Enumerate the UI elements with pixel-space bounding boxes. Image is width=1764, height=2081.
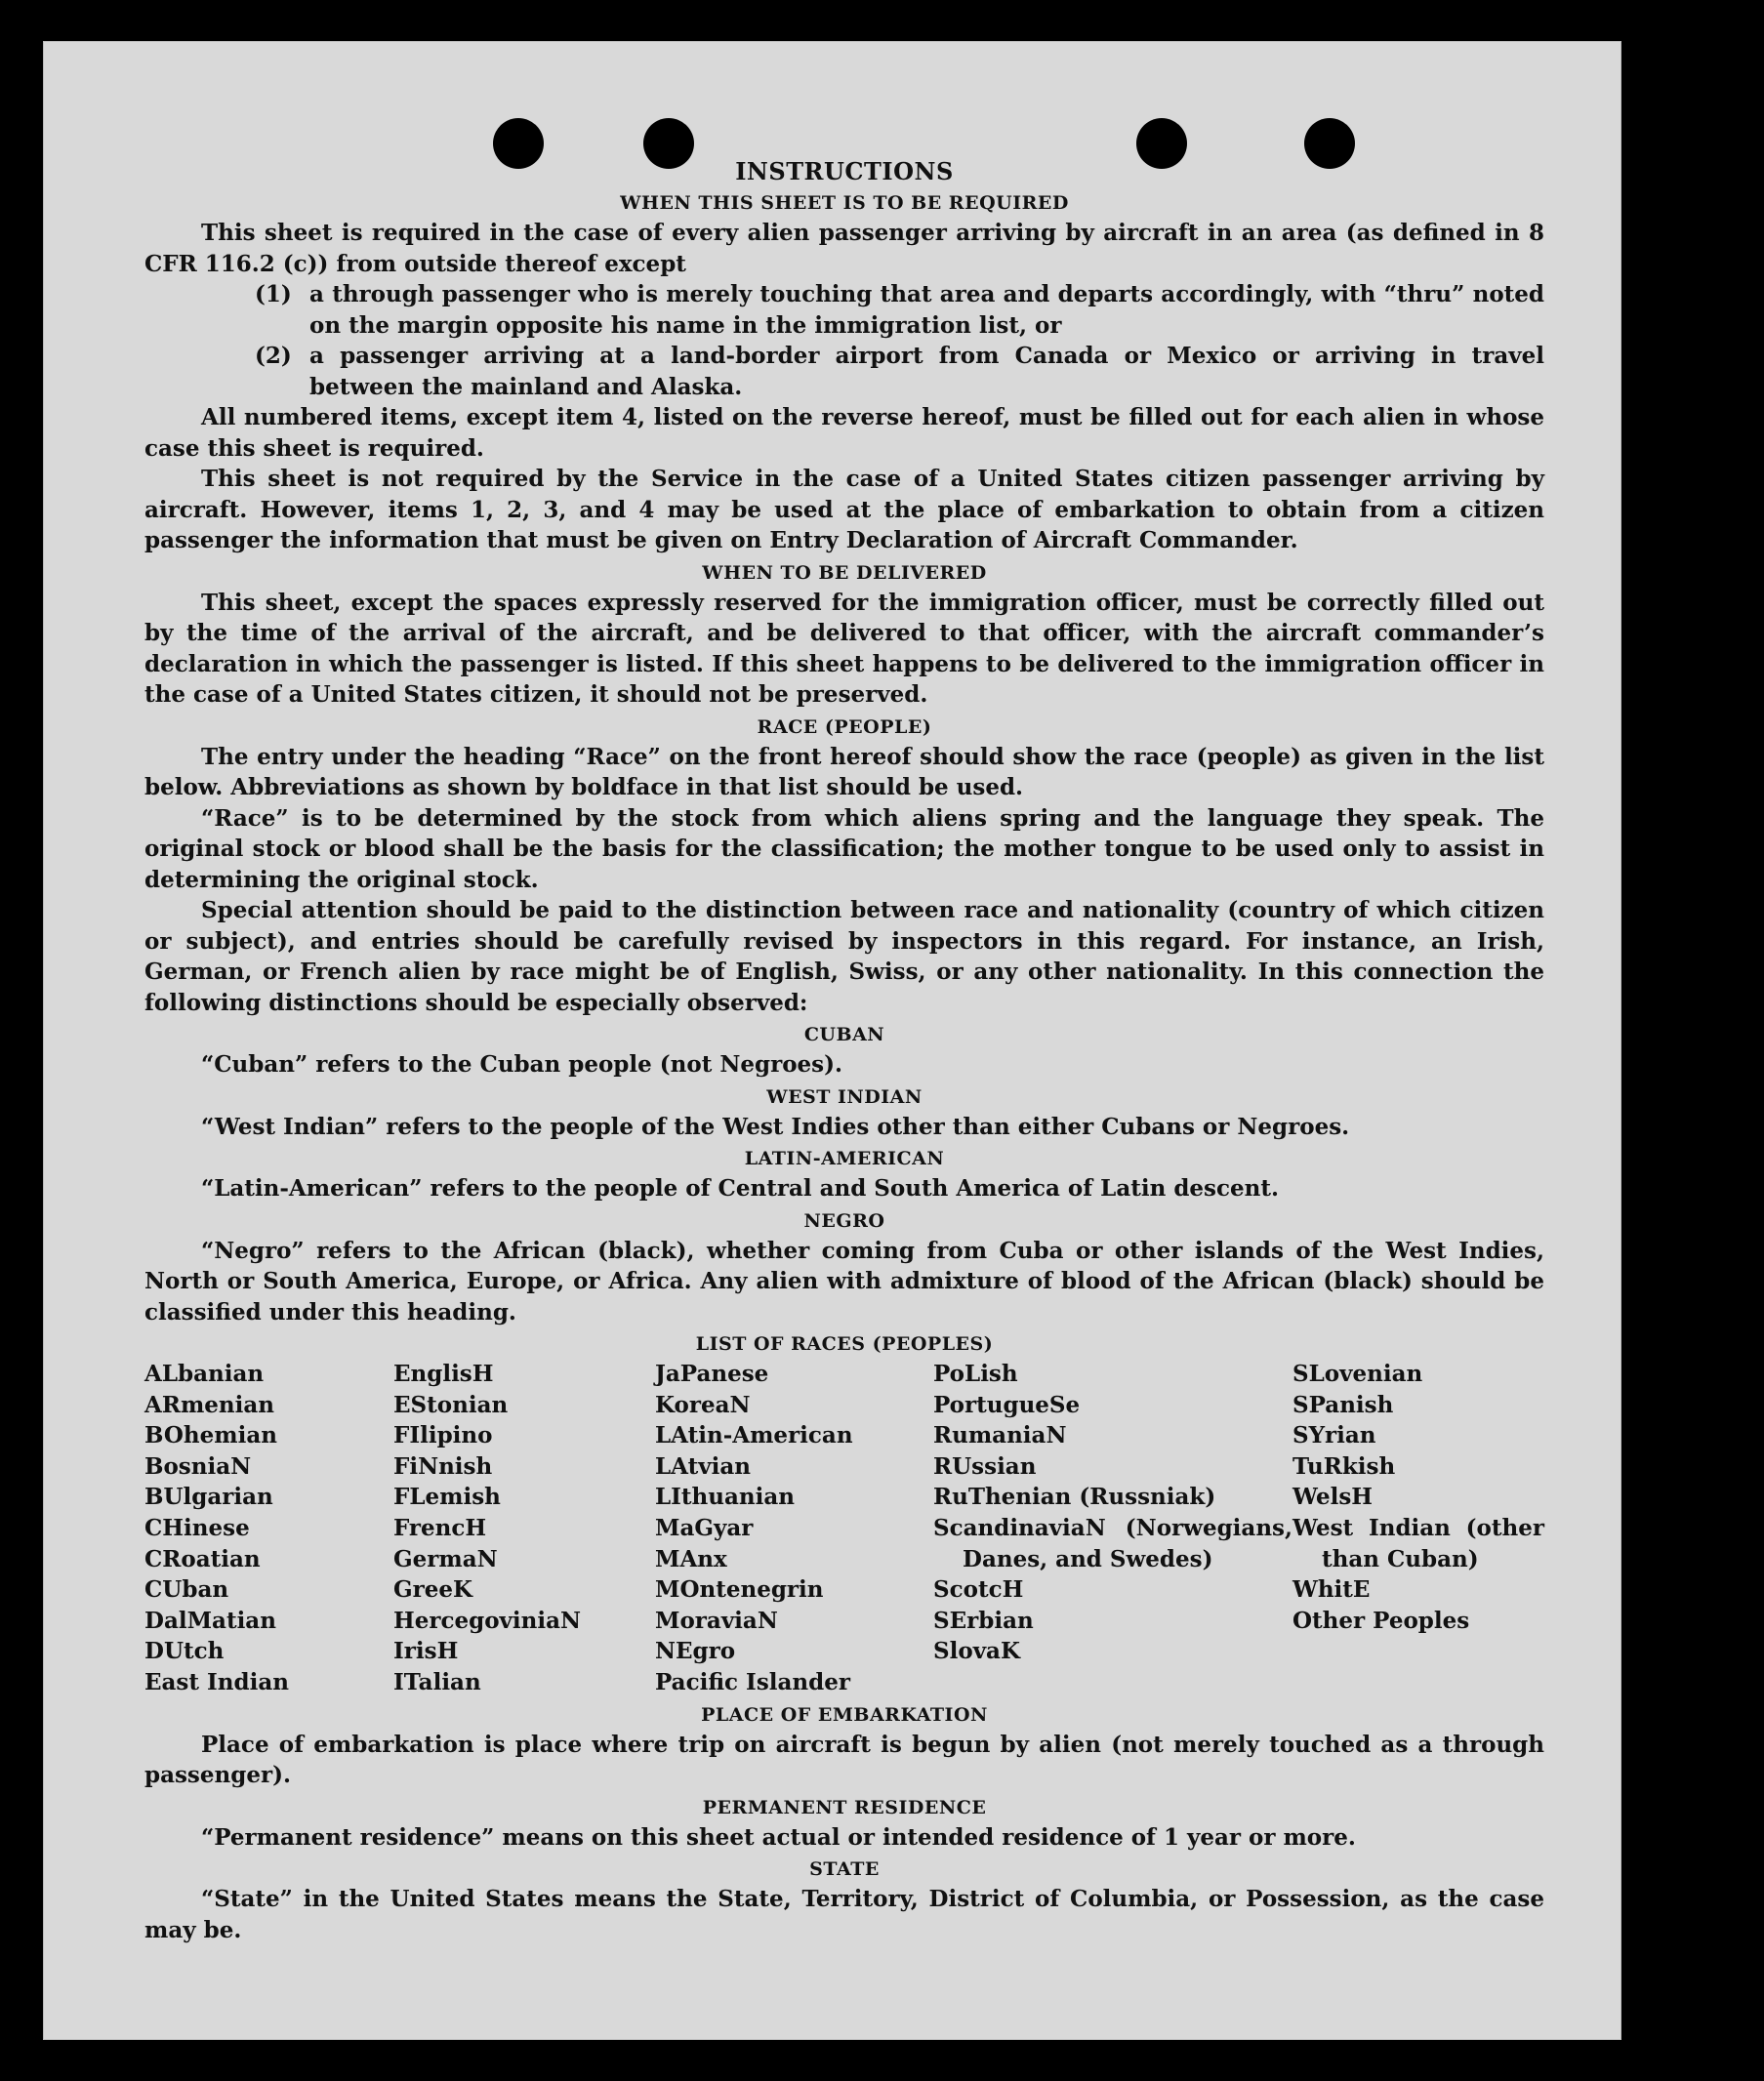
race-entry: CUban: [144, 1576, 229, 1604]
race-entry: ScotcH: [933, 1576, 1024, 1604]
exception-item: [255, 341, 1544, 402]
race-entry: JaPanese: [655, 1361, 769, 1387]
exception-text: a passenger arriving at a land-border airport from Canada or Mexico or arriving in travel between the mainland and Alaska.: [309, 343, 1544, 400]
required-paragraph-3: This sheet is not required by the Service in the case of a United States citizen passenger arriving by aircraft. However, items 1, 2, 3, and 4 may be used at the place of embarkation to obtain from a citizen passenger the information that must be given on Entry Declaration of Aircraft Commander.: [144, 466, 1544, 553]
race-entry: East Indian: [144, 1668, 289, 1695]
section-heading-race: RACE (PEOPLE): [757, 715, 932, 738]
race-entry: MAnx: [655, 1545, 727, 1572]
page-title: INSTRUCTIONS: [735, 157, 954, 185]
race-entry: MoraviaN: [655, 1607, 778, 1634]
exception-text: a through passenger who is merely touching that area and departs accordingly, with “thru” noted on the margin opposite his name in the immigration list, or: [309, 281, 1544, 339]
races-column: [393, 1359, 655, 1698]
exception-number: (2): [255, 343, 292, 369]
race-entry: FIlipino: [393, 1422, 493, 1449]
race-entry: RumaniaN: [933, 1422, 1067, 1449]
negro-text: “Negro” refers to the African (black), whether coming from Cuba or other islands of the West Indies, North or South America, Europe, or Africa. Any alien with admixture of blood of the African (black) should be classified under this heading.: [144, 1237, 1544, 1326]
race-entry: LAtvian: [655, 1452, 751, 1480]
section-heading-races-list: LIST OF RACES (PEOPLES): [695, 1333, 994, 1355]
west-indian-text: “West Indian” refers to the people of the West Indies other than either Cubans or Negroes.: [201, 1113, 1350, 1140]
race-entry: BUlgarian: [144, 1484, 273, 1511]
section-heading-cuban: CUBAN: [803, 1024, 885, 1045]
race-entry: IrisH: [393, 1638, 459, 1665]
section-heading-west-indian: WEST INDIAN: [766, 1085, 923, 1108]
latin-american-text: “Latin-American” refers to the people of Central and South America of Latin descent.: [201, 1175, 1279, 1202]
race-entry: Other Peoples: [1292, 1607, 1470, 1634]
race-entry: GreeK: [393, 1576, 473, 1604]
race-entry: RuThenian (Russniak): [933, 1484, 1216, 1511]
races-column: [1292, 1359, 1544, 1698]
race-entry: EnglisH: [393, 1361, 494, 1387]
race-entry: FrencH: [393, 1514, 487, 1541]
residence-text: “Permanent residence” means on this sheet actual or intended residence of 1 year or more.: [201, 1823, 1356, 1851]
race-entry: HercegoviniaN: [393, 1607, 582, 1634]
race-entry: SPanish: [1292, 1391, 1394, 1418]
race-entry: KoreaN: [655, 1391, 751, 1418]
race-entry: West Indian (other than Cuban): [1292, 1514, 1544, 1572]
races-column: [933, 1359, 1292, 1698]
delivered-text: This sheet, except the spaces expressly reserved for the immigration officer, must be correctly filled out by the time of the arrival of the aircraft, and be delivered to that officer, with the aircraft commander’s declaration in which the passenger is listed. If this sheet happens to be delivered to the immigration officer in the case of a United States citizen, it should not be preserved.: [144, 589, 1544, 708]
exception-number: (1): [255, 281, 292, 307]
races-column: [144, 1359, 393, 1698]
state-text: “State” in the United States means the State, Territory, District of Columbia, or Possession, as the case may be.: [144, 1886, 1544, 1943]
race-entry: FiNnish: [393, 1452, 493, 1480]
race-paragraph-3: Special attention should be paid to the distinction between race and nationality (country of which citizen or subject), and entries should be carefully revised by inspectors in this regard. For instance, an Irish, German, or French alien by race might be of English, Swiss, or any other nationality. In this connection the following distinctions should be especially observed:: [144, 897, 1544, 1016]
race-paragraph-1: The entry under the heading “Race” on the front hereof should show the race (people) as given in the list below. Abbreviations as shown by boldface in that list should be used.: [144, 743, 1544, 800]
section-heading-residence: PERMANENT RESIDENCE: [702, 1796, 987, 1818]
section-heading-latin-american: LATIN-AMERICAN: [744, 1148, 945, 1169]
race-entry: BOhemian: [144, 1422, 277, 1449]
race-entry: SlovaK: [933, 1638, 1020, 1665]
race-entry: MaGyar: [655, 1514, 754, 1541]
section-heading-state: STATE: [809, 1858, 880, 1881]
race-entry: ScandinaviaN (Norwegians, Danes, and Swedes): [933, 1514, 1292, 1572]
section-heading-embarkation: PLACE OF EMBARKATION: [701, 1703, 988, 1726]
document-page: [43, 41, 1621, 2040]
race-entry: EStonian: [393, 1391, 509, 1418]
race-entry: ALbanian: [144, 1361, 265, 1387]
cuban-text: “Cuban” refers to the Cuban people (not Negroes).: [201, 1051, 843, 1078]
race-entry: MOntenegrin: [655, 1576, 824, 1604]
race-entry: RUssian: [933, 1452, 1037, 1480]
section-heading-delivered: WHEN TO BE DELIVERED: [702, 561, 987, 584]
race-entry: LAtin-American: [655, 1422, 853, 1449]
section-heading-negro: NEGRO: [803, 1209, 885, 1232]
race-entry: DUtch: [144, 1638, 225, 1665]
race-entry: TuRkish: [1292, 1452, 1396, 1480]
section-heading-required: WHEN THIS SHEET IS TO BE REQUIRED: [620, 192, 1069, 214]
race-entry: GermaN: [393, 1545, 498, 1572]
race-entry: NEgro: [655, 1638, 736, 1665]
race-entry: FLemish: [393, 1484, 501, 1511]
race-entry: CRoatian: [144, 1545, 261, 1572]
race-entry: WhitE: [1292, 1576, 1371, 1604]
race-entry: ARmenian: [144, 1391, 275, 1418]
exception-item: [255, 279, 1544, 341]
race-entry: WelsH: [1292, 1484, 1374, 1511]
race-entry: PortugueSe: [933, 1391, 1081, 1418]
race-entry: SYrian: [1292, 1422, 1376, 1449]
required-intro: This sheet is required in the case of every alien passenger arriving by aircraft in an area (as defined in 8 CFR 116.2 (c)) from outside thereof except: [144, 220, 1544, 277]
races-column: [655, 1359, 933, 1698]
race-entry: BosniaN: [144, 1452, 252, 1480]
race-entry: Pacific Islander: [655, 1668, 850, 1695]
race-entry: DalMatian: [144, 1607, 276, 1634]
race-entry: PoLish: [933, 1361, 1018, 1387]
embarkation-text: Place of embarkation is place where trip on aircraft is begun by alien (not merely touched as a through passenger).: [144, 1731, 1544, 1789]
race-entry: ITalian: [393, 1668, 481, 1695]
race-entry: SLovenian: [1292, 1361, 1423, 1387]
instructions-body: [144, 157, 1544, 1945]
race-entry: CHinese: [144, 1514, 250, 1541]
races-list: [144, 1359, 1544, 1698]
required-paragraph-2: All numbered items, except item 4, listed on the reverse hereof, must be filled out for each alien in whose case this sheet is required.: [144, 404, 1544, 462]
race-entry: SErbian: [933, 1607, 1034, 1634]
race-paragraph-2: “Race” is to be determined by the stock from which aliens spring and the language they speak. The original stock or blood shall be the basis for the classification; the mother tongue to be used only to assist in determining the original stock.: [144, 804, 1544, 893]
race-entry: LIthuanian: [655, 1484, 795, 1511]
